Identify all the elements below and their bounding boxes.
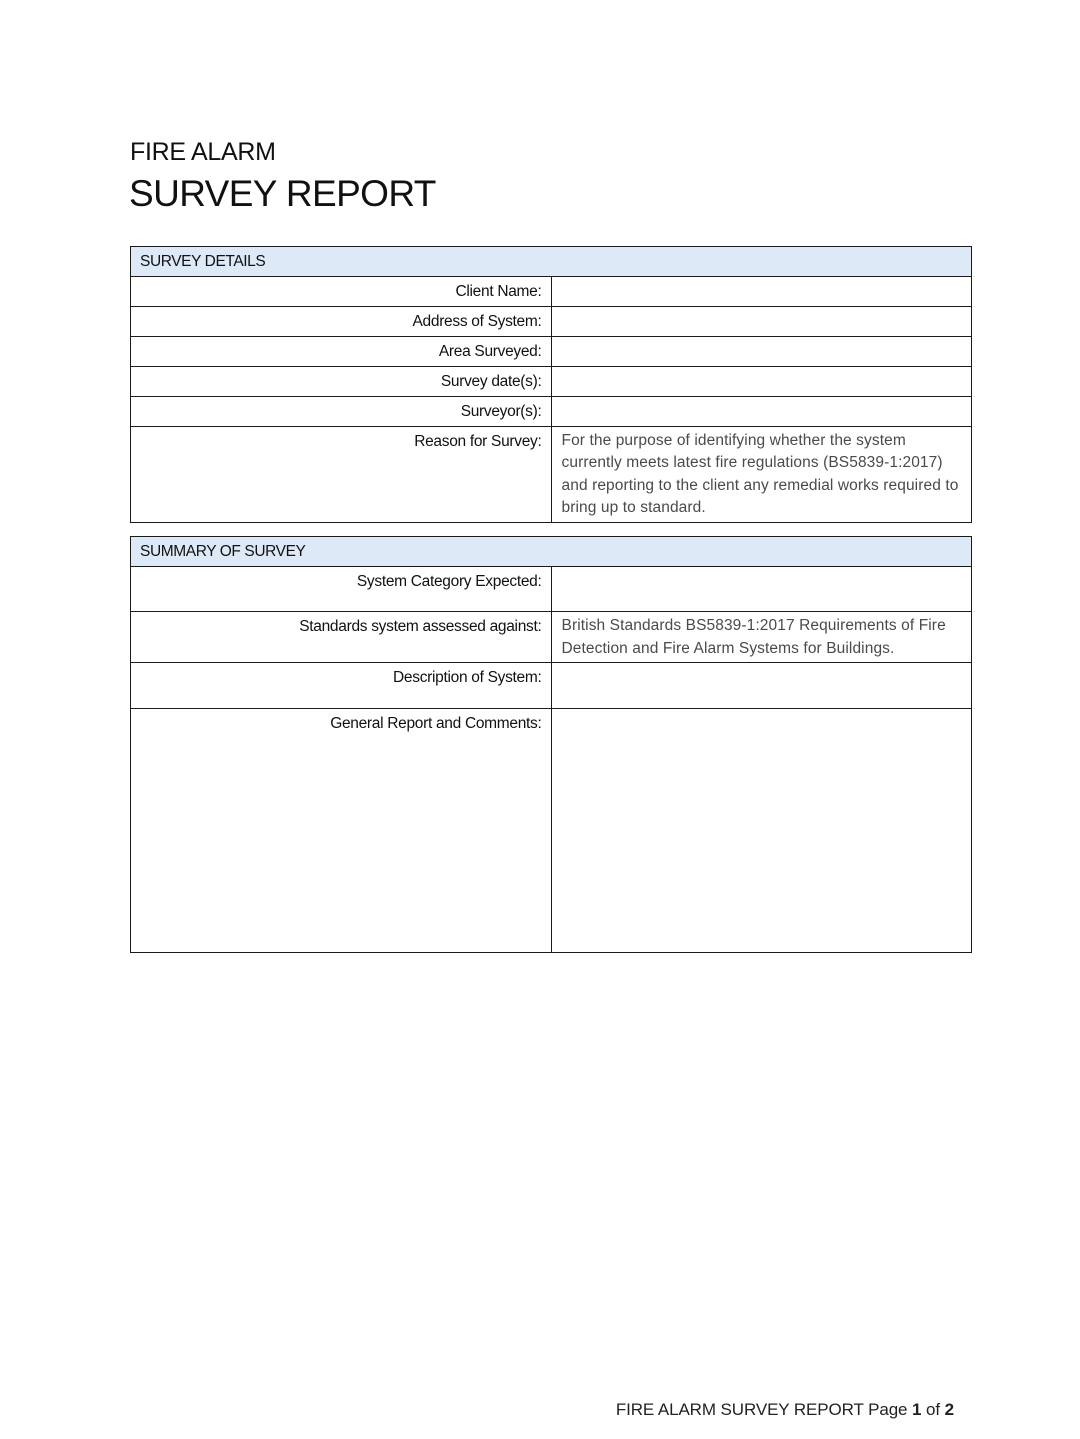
survey-dates-label: Survey date(s): bbox=[131, 367, 552, 397]
system-category-field[interactable] bbox=[551, 567, 972, 612]
surveyors-label: Surveyor(s): bbox=[131, 397, 552, 427]
general-report-field[interactable] bbox=[551, 709, 972, 953]
address-of-system-field[interactable] bbox=[551, 307, 972, 337]
report-title-line1: FIRE ALARM bbox=[130, 138, 276, 166]
footer-page-current: 1 bbox=[912, 1400, 922, 1419]
page-footer bbox=[616, 1400, 954, 1420]
area-surveyed-label: Area Surveyed: bbox=[131, 337, 552, 367]
survey-details-header: SURVEY DETAILS bbox=[131, 247, 972, 277]
general-report-label: General Report and Comments: bbox=[131, 709, 552, 953]
footer-page-total: 2 bbox=[944, 1400, 954, 1419]
summary-of-survey-table bbox=[130, 536, 972, 953]
surveyors-field[interactable] bbox=[551, 397, 972, 427]
client-name-label: Client Name: bbox=[131, 277, 552, 307]
area-surveyed-field[interactable] bbox=[551, 337, 972, 367]
survey-details-table bbox=[130, 246, 972, 523]
standards-assessed-field[interactable]: British Standards BS5839-1:2017 Requirements of Fire Detection and Fire Alarm Systems for Buildings. bbox=[551, 612, 972, 663]
standards-assessed-label: Standards system assessed against: bbox=[131, 612, 552, 663]
summary-of-survey-header: SUMMARY OF SURVEY bbox=[131, 537, 972, 567]
reason-for-survey-label: Reason for Survey: bbox=[131, 426, 552, 522]
description-of-system-label: Description of System: bbox=[131, 663, 552, 709]
address-of-system-label: Address of System: bbox=[131, 307, 552, 337]
description-of-system-field[interactable] bbox=[551, 663, 972, 709]
reason-for-survey-field[interactable]: For the purpose of identifying whether the system currently meets latest fire regulations (BS5839-1:2017) and reporting to the client any remedial works required to bring up to standard. bbox=[551, 426, 972, 522]
client-name-field[interactable] bbox=[551, 277, 972, 307]
footer-text: FIRE ALARM SURVEY REPORT Page bbox=[615, 1400, 908, 1419]
system-category-label: System Category Expected: bbox=[131, 567, 552, 612]
footer-of-text: of bbox=[926, 1400, 941, 1419]
report-title-line2: SURVEY REPORT bbox=[129, 173, 436, 214]
survey-dates-field[interactable] bbox=[551, 367, 972, 397]
